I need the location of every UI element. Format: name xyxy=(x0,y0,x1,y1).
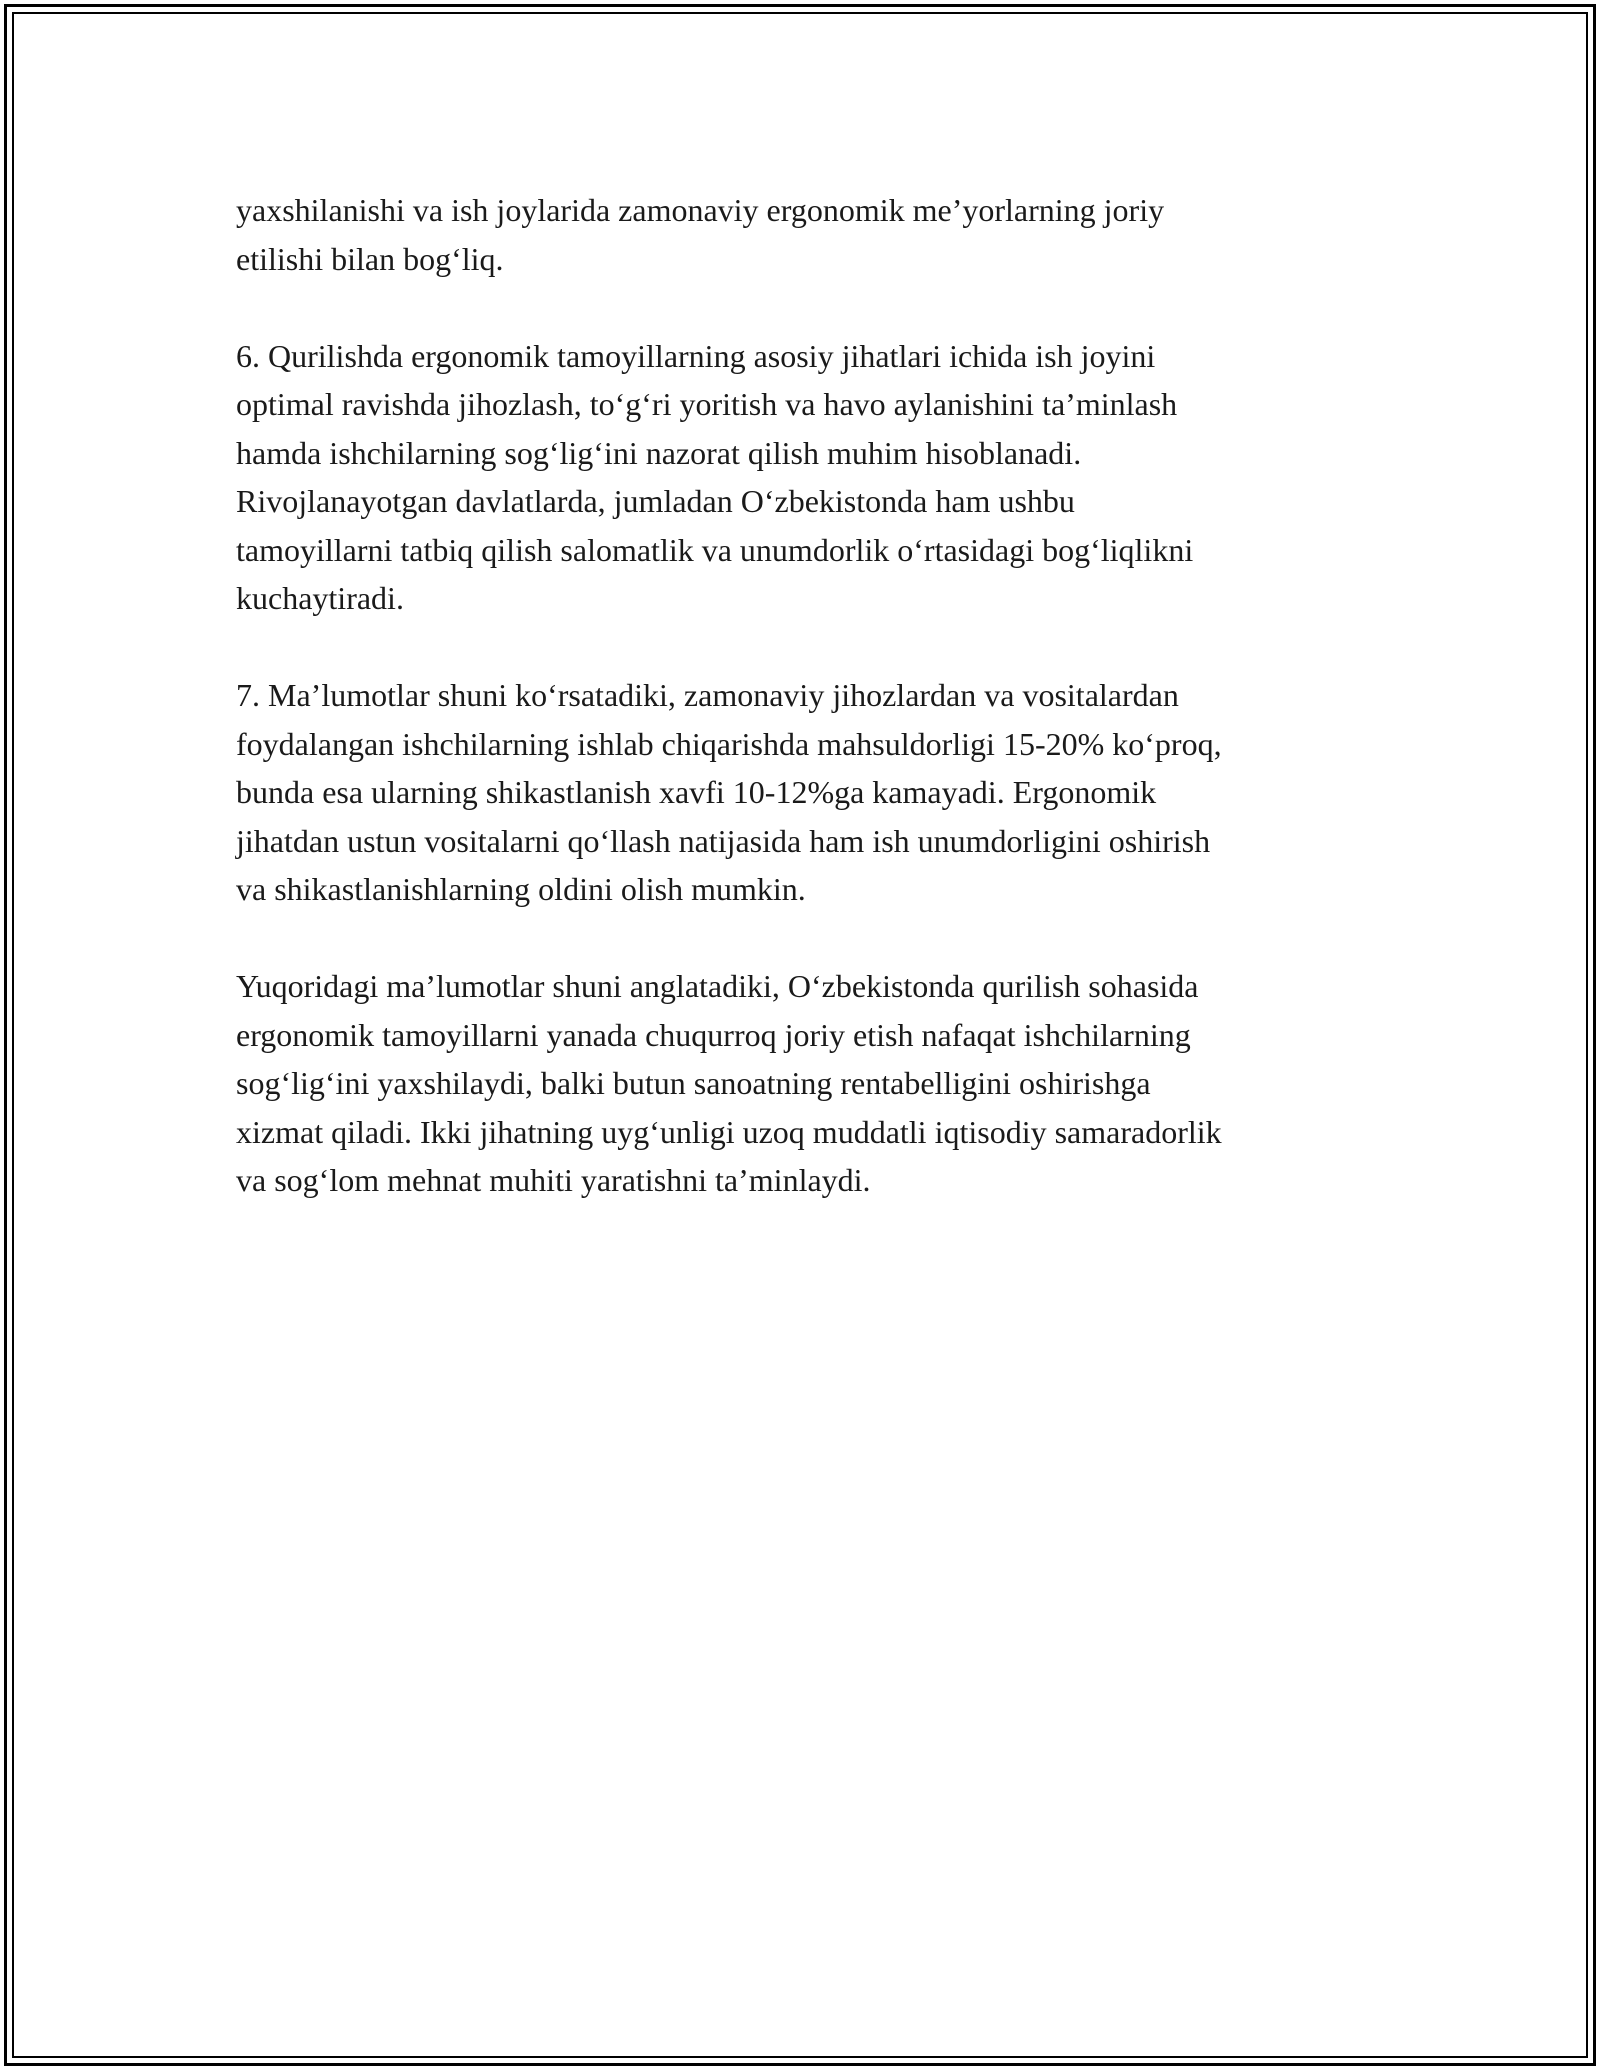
text-line: hamda ishchilarning sog‘lig‘ini nazorat qilish muhim hisoblanadi. xyxy=(236,434,1082,471)
text-line: sog‘lig‘ini yaxshilaydi, balki butun sanoatning rentabelligini oshirishga xyxy=(236,1065,1151,1101)
text-line: Yuqoridagi ma’lumotlar shuni anglatadiki, O‘zbekistonda qurilish sohasida xyxy=(236,968,1199,1004)
text-line: kuchaytiradi. xyxy=(236,580,404,616)
paragraph-conclusion xyxy=(236,962,1376,1205)
text-line: optimal ravishda jihozlash, to‘g‘ri yoritish va havo aylanishini ta’minlash xyxy=(236,386,1178,422)
text-line: Rivojlanayotgan davlatlarda, jumladan O‘zbekistonda ham ushbu xyxy=(236,483,1075,519)
text-line: foydalangan ishchilarning ishlab chiqarishda mahsuldorligi 15-20% ko‘proq, xyxy=(236,725,1222,762)
paragraph-item-7 xyxy=(236,671,1376,914)
paragraph-item-6 xyxy=(236,332,1376,623)
text-line: etilishi bilan bog‘liq. xyxy=(236,240,504,277)
text-line: bunda esa ularning shikastlanish xavfi 10-12%ga kamayadi. Ergonomik xyxy=(236,774,1157,810)
text-line: va sog‘lom mehnat muhiti yaratishni ta’minlaydi. xyxy=(236,1162,871,1198)
document-body xyxy=(236,186,1376,1253)
text-line: xizmat qiladi. Ikki jihatning uyg‘unligi uzoq muddatli iqtisodiy samaradorlik xyxy=(236,1113,1222,1150)
text-line: 7. Ma’lumotlar shuni ko‘rsatadiki, zamonaviy jihozlardan va vositalardan xyxy=(236,677,1179,713)
text-line: va shikastlanishlarning oldini olish mumkin. xyxy=(236,871,806,907)
text-line: jihatdan ustun vositalarni qo‘llash natijasida ham ish unumdorligini oshirish xyxy=(236,822,1211,859)
text-line: 6. Qurilishda ergonomik tamoyillarning asosiy jihatlari ichida ish joyini xyxy=(236,337,1156,374)
text-line: ergonomik tamoyillarni yanada chuqurroq joriy etish nafaqat ishchilarning xyxy=(236,1016,1191,1053)
paragraph-continuation xyxy=(236,186,1376,283)
text-line: yaxshilanishi va ish joylarida zamonaviy ergonomik me’yorlarning joriy xyxy=(236,192,1165,228)
text-line: tamoyillarni tatbiq qilish salomatlik va unumdorlik o‘rtasidagi bog‘liqlikni xyxy=(236,531,1194,568)
